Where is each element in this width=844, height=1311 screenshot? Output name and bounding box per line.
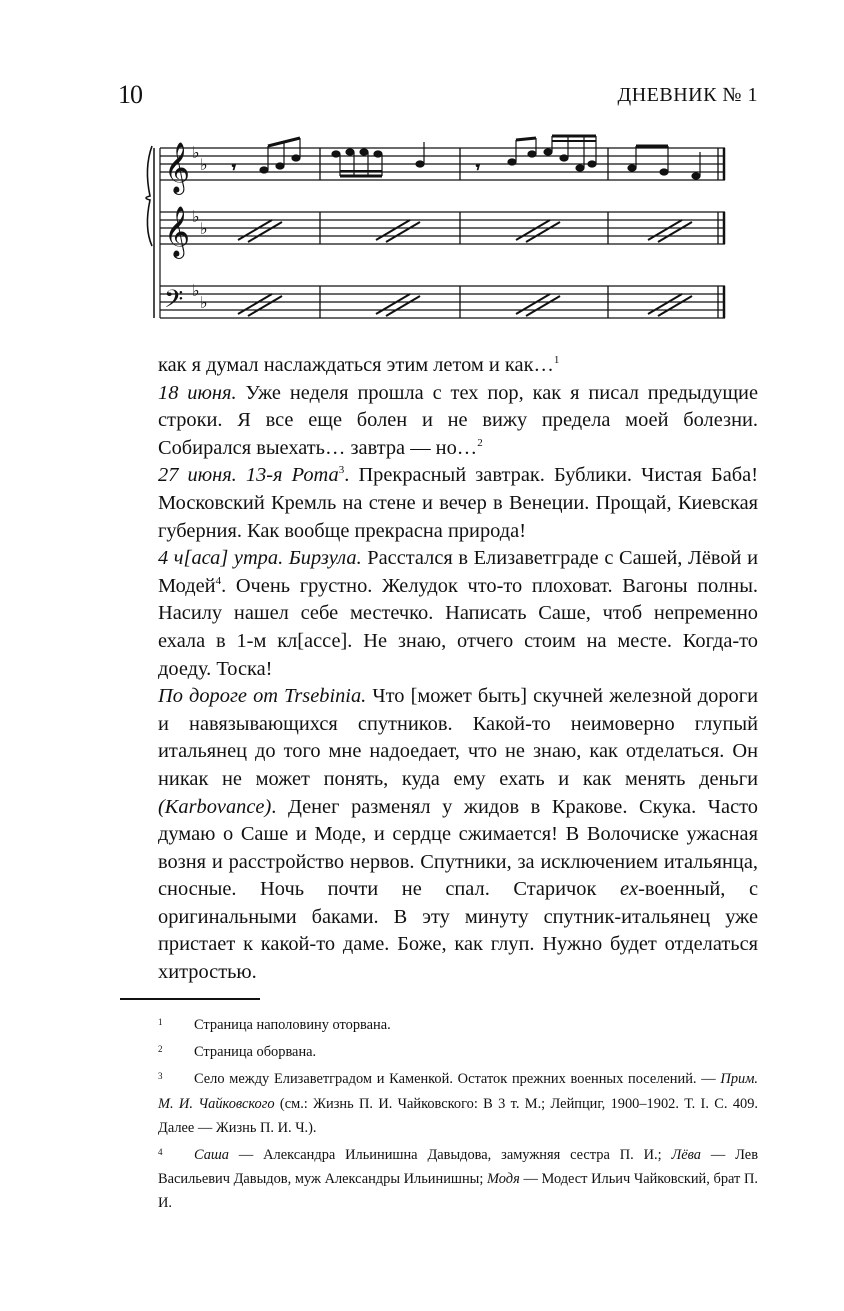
footnote-text: Саша: [194, 1147, 229, 1164]
bass-clef-icon: 𝄢: [164, 285, 184, 320]
paragraph: [158, 462, 758, 545]
paragraph-text: Что [может быть] скучней железной дороги и навязывающихся спутников. Какой-то неимоверно глупый итальянец до того мне надоедает, что не знаю, как отделаться. Он никак не может понять, куда ему ехать и как менять деньги: [158, 685, 758, 790]
entry-date: 18 июня.: [158, 381, 237, 404]
paragraph-text: . Очень грустно. Желудок что-то плоховат. Вагоны полны. Насилу нашел себе местечко. Написать Саше, чтоб непременно ехала в 1-м кл[ассе]. Не знаю, отчего стоим на месте. Когда-то доеду. Тоска!: [158, 574, 758, 680]
page-number: 10: [118, 80, 142, 109]
entry-date: 27 июня. 13-я Рота: [158, 464, 339, 487]
paragraph-text: Расстался в Елизаветграде с Сашей, Лёвой и Модей: [158, 547, 758, 597]
svg-text:♭: ♭: [200, 219, 208, 238]
entry-date: По дороге от Trsebinia.: [158, 685, 367, 708]
svg-text:♭: ♭: [192, 143, 200, 162]
paragraph-text: -военный, с оригинальными баками. В эту минуту спутник-итальянец уже пристает к какой-то даме. Боже, как глуп. Нужно будет отделаться хитростью.: [158, 878, 758, 984]
footnote-number: 4: [158, 1147, 163, 1158]
svg-text:♭: ♭: [200, 293, 208, 312]
svg-text:♭: ♭: [200, 155, 208, 174]
foreign-word: ex: [619, 878, 639, 901]
footnote-divider: [120, 998, 260, 1000]
footnote-number: 3: [158, 1071, 163, 1082]
footnote-ref[interactable]: 4: [215, 574, 222, 587]
footnote-text: Прим. М. И. Чайковского: [158, 1071, 758, 1112]
page-header: [118, 80, 758, 112]
svg-text:♭: ♭: [192, 207, 200, 226]
treble-clef-icon: 𝄞: [164, 206, 191, 257]
footnote-text: — Александра Ильинишна Давыдова, замужняя сестра П. И.;: [228, 1147, 672, 1164]
paragraph: [158, 352, 758, 380]
footnote: [158, 1037, 758, 1064]
footnote-ref[interactable]: 2: [477, 436, 483, 449]
footnote-number: 1: [158, 1017, 163, 1027]
footnote-text: — Лев Васильевич Давыдов, муж Александры Ильинишны;: [158, 1147, 758, 1188]
footnote-text: Лёва: [671, 1147, 701, 1164]
paragraph-text: как я думал наслаждаться этим летом и как…: [158, 354, 554, 376]
staff-bass: [160, 286, 725, 318]
footnote-text: Страница оборвана.: [194, 1044, 317, 1061]
footnote-text: Село между Елизаветградом и Каменкой. Остаток прежних военных поселений. —: [194, 1071, 721, 1088]
paragraph: [158, 683, 758, 987]
paragraph: [158, 545, 758, 683]
foreign-word: (Karbovance): [158, 795, 272, 818]
paragraph-text: . Денег разменял у жидов в Кракове. Скука. Часто думаю о Саше и Моде, и сердце сжимается! В Волочиске ужасная возня и расстройство нервов. Спутники, за исключением итальянца, сносные. Ночь почти не спал. Старичок: [158, 795, 758, 901]
svg-text:𝄾: 𝄾: [476, 160, 480, 176]
paragraph-text: Уже неделя прошла с тех пор, как я писал предыдущие строки. Я все еще болен и не вижу предела моей болезни. Собирался выехать… завтра — но…: [158, 381, 758, 459]
treble-clef-icon: 𝄞: [164, 142, 191, 193]
paragraph: [158, 380, 758, 463]
svg-text:♭: ♭: [192, 281, 200, 300]
paragraph-text: . Прекрасный завтрак. Бублики. Чистая Баба! Московский Кремль на стене и вечер в Венеции. Прощай, Киевская губерния. Как вообще прекрасна природа!: [158, 464, 758, 542]
footnote: [158, 1064, 758, 1140]
footnote-ref[interactable]: 1: [553, 354, 560, 366]
music-score: [140, 128, 730, 328]
staff-treble-1: [160, 148, 725, 180]
footnote-number: 2: [158, 1044, 163, 1055]
entry-date: 4 ч[аса] утра. Бирзула.: [158, 547, 362, 570]
svg-text:𝄾: 𝄾: [232, 160, 236, 176]
footnote: [158, 1140, 758, 1216]
footnote-ref[interactable]: 3: [338, 464, 345, 477]
footnote-text: — Модест Ильич Чайковский, брат П. И.: [158, 1171, 758, 1212]
footnote-text: Страница наполовину оторвана.: [194, 1017, 391, 1033]
staff-treble-2: [160, 212, 725, 244]
footnote-text: Модя: [487, 1171, 520, 1188]
footnote-text: (см.: Жизнь П. И. Чайковского: В 3 т. М.; Лейпциг, 1900–1902. Т. I. С. 409. Далее — Жизнь П. И. Ч.).: [158, 1095, 758, 1136]
diary-text: [158, 352, 758, 987]
running-title: ДНЕВНИК № 1: [617, 84, 758, 106]
footnote: [158, 1010, 758, 1037]
footnotes: [158, 1010, 758, 1216]
